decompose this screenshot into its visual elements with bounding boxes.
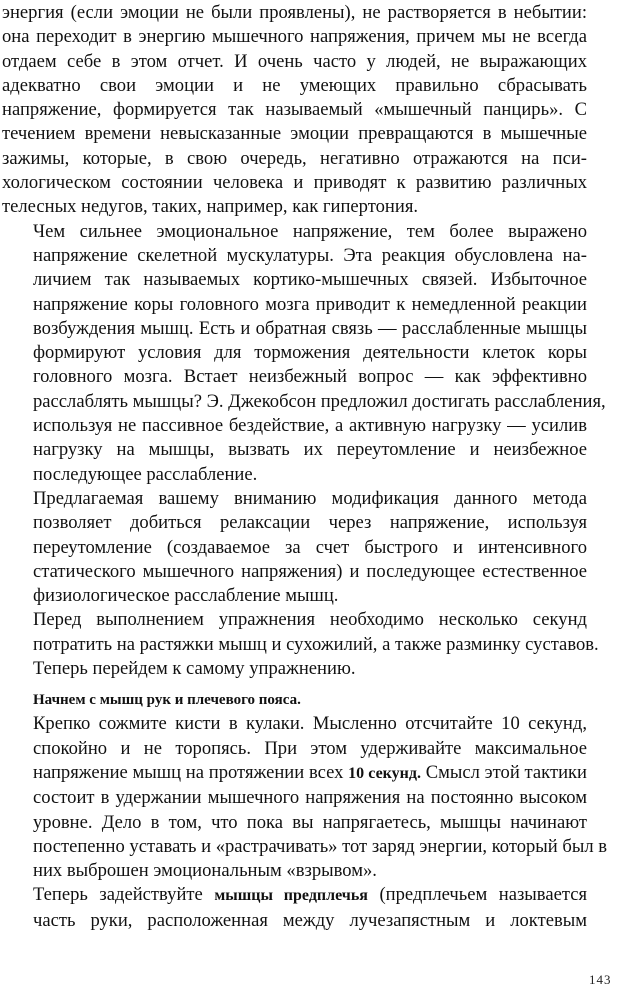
text-line: головного мозга. Встает неизбежный вопрос — как эффективно	[33, 366, 587, 388]
text-line: состоит в удержании мышечного напряжения на постоянно высоком	[33, 787, 587, 809]
text-line: них выброшен эмоциональным «взрывом».	[33, 860, 377, 882]
text-line: напряжение скелетной мускулатуры. Эта реакция обусловлена на-	[33, 244, 587, 266]
paragraph-1	[2, 1, 587, 220]
text-line: Крепко сожмите кисти в кулаки. Мысленно отсчитайте 10 секунд,	[33, 713, 587, 735]
text-line: Чем сильнее эмоциональное напряжение, тем более выражено	[33, 220, 587, 242]
paragraph-6	[2, 883, 587, 933]
text-line-with-emphasis	[2, 883, 587, 908]
text-line: телесных недугов, таких, например, как гипертония.	[2, 196, 419, 218]
text-line: течением времени невысказанные эмоции превращаются в мышечные	[2, 123, 587, 145]
text-run: Смысл этой тактики	[420, 761, 588, 783]
text-line: личием так называемых кортико-мышечных связей. Избыточное	[33, 269, 587, 291]
text-line: физиологическое расслабление мышц.	[33, 585, 339, 607]
paragraph-2	[2, 220, 606, 487]
text-line: напряжение, формируется так называемый «мышечный панцирь». С	[2, 99, 587, 121]
text-line: переутомление (создаваемое за счет быстрого и интенсивного	[33, 536, 587, 558]
text-line: формируют условия для торможения деятельности клеток коры	[33, 342, 587, 364]
bold-text-run: мышцы предплечья	[214, 887, 368, 905]
text-line: статического мышечного напряжения) и последующее естественное	[33, 560, 587, 582]
text-line: энергия (если эмоции не были проявлены), не растворяется в небытии:	[2, 2, 587, 23]
text-line: напряжение коры головного мозга приводит к немедленной реакции	[33, 293, 587, 315]
paragraph-5	[2, 712, 608, 883]
text-line: позволяет добиться релаксации через напряжение, используя	[33, 512, 587, 534]
text-line: отдаем себе в этом отчет. И очень часто у людей, не выражающих	[2, 50, 587, 72]
text-line: расслаблять мышцы? Э. Джекобсон предложил достигать расслабления,	[33, 390, 606, 412]
paragraph-4	[2, 608, 599, 681]
section-subheading: Начнем с мышц рук и плечевого пояса.	[33, 692, 301, 709]
text-line: нагрузку на мышцы, вызвать их переутомление и неизбежное	[33, 439, 587, 461]
text-line: уровне. Дело в том, что пока вы напрягаетесь, мышцы начинают	[33, 811, 587, 833]
text-line: она переходит в энергию мышечного напряжения, причем мы не всегда	[2, 26, 587, 48]
text-line: потратить на растяжки мышц и сухожилий, а также разминку суставов.	[33, 633, 599, 655]
text-line: адекватно свои эмоции и не умеющих правильно сбрасывать	[2, 74, 587, 96]
bold-text-run: 10 секунд.	[348, 764, 421, 782]
body-text	[2, 1, 608, 933]
paragraph-3	[2, 487, 587, 608]
text-line-with-emphasis	[2, 761, 587, 786]
text-line: часть руки, расположенная между лучезапястным и локтевым	[33, 909, 587, 931]
text-run: Теперь задействуйте	[33, 884, 215, 906]
text-run: (предплечьем называется	[367, 884, 588, 906]
text-line: постепенно уставать и «растрачивать» тот заряд энергии, который был в	[33, 835, 608, 857]
text-line: хологическом состоянии человека и приводят к развитию различных	[2, 172, 587, 194]
text-line: Теперь перейдем к самому упражнению.	[33, 658, 356, 680]
text-run: напряжение мышц на протяжении всех	[33, 761, 349, 783]
page-number: 143	[589, 972, 612, 987]
text-line: последующее расслабление.	[33, 463, 258, 485]
text-line: используя не пассивное бездействие, а активную нагрузку — усилив	[33, 415, 587, 437]
text-line: спокойно и не торопясь. При этом удерживайте максимальное	[33, 737, 587, 759]
text-line: зажимы, которые, в свою очередь, негативно отражаются на пси-	[2, 147, 587, 169]
text-line: возбуждения мышц. Есть и обратная связь — расслабленные мышцы	[33, 317, 587, 339]
text-line: Перед выполнением упражнения необходимо несколько секунд	[33, 609, 587, 631]
text-line: Предлагаемая вашему вниманию модификация данного метода	[33, 487, 587, 509]
